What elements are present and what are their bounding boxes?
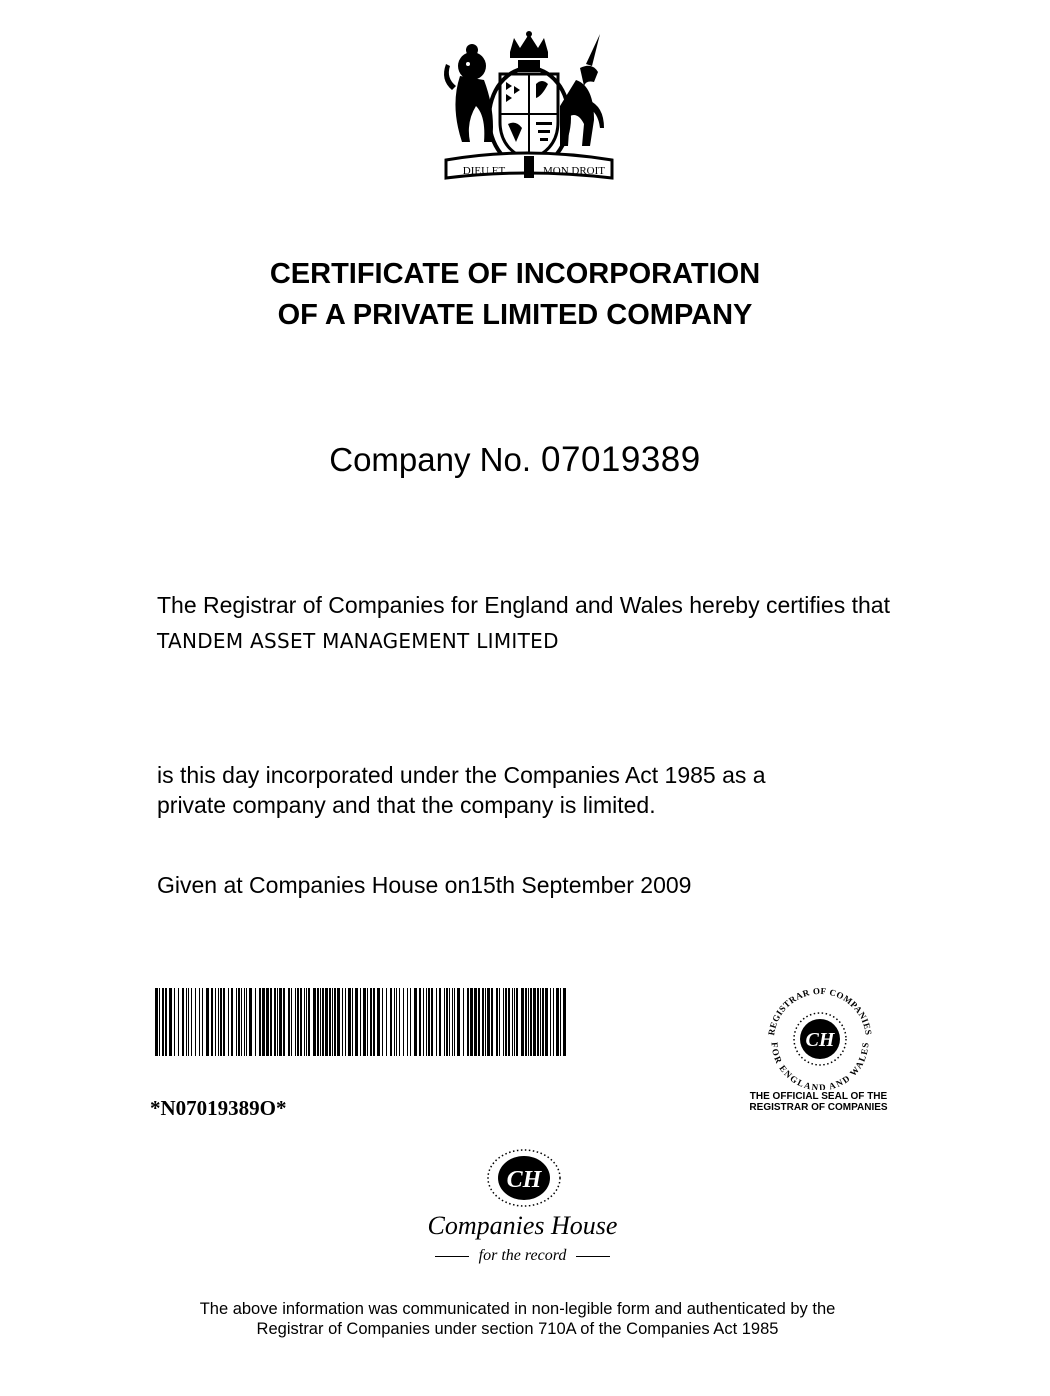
footer-line1: The above information was communicated in non-legible form and authenticated by the <box>199 1300 836 1318</box>
footer-line2: Registrar of Companies under section 710A of the Companies Act 1985 <box>256 1320 779 1338</box>
seal-caption-line2: REGISTRAR OF COMPANIES <box>749 1102 888 1113</box>
motto-left: DIEU ET <box>462 165 506 177</box>
footer-note <box>0 1299 1035 1339</box>
seal-caption-line1: THE OFFICIAL SEAL OF THE <box>749 1091 888 1102</box>
company-name: TANDEM ASSET MANAGEMENT LIMITED <box>157 629 559 653</box>
incorporation-line2: private company and that the company is limited. <box>157 792 656 818</box>
royal-coat-of-arms <box>438 30 620 188</box>
incorporation-line1: is this day incorporated under the Companies Act 1985 as a <box>157 762 766 788</box>
official-seal <box>760 982 880 1090</box>
companies-house-tagline-row <box>0 1247 1045 1265</box>
seal-caption <box>731 1091 906 1113</box>
barcode-text: *N07019389O* <box>150 1096 287 1120</box>
registrar-certifies-text: The Registrar of Companies for England and Wales hereby certifies that <box>157 592 890 618</box>
seal-ring-bottom: FOR ENGLAND AND WALES <box>769 1041 871 1090</box>
certificate-title-line2: OF A PRIVATE LIMITED COMPANY <box>277 299 753 331</box>
company-number-block <box>0 440 1030 480</box>
barcode <box>155 988 569 1056</box>
tagline-dash-left <box>435 1256 469 1257</box>
given-at-date: Given at Companies House on15th September 2009 <box>157 872 692 898</box>
companies-house-tagline: for the record <box>478 1247 567 1264</box>
svg-text:CH: CH <box>506 1167 542 1193</box>
seal-ring-top: REGISTRAR OF COMPANIES <box>766 985 874 1037</box>
company-number-value: 07019389 <box>541 440 701 479</box>
certificate-title-line1: CERTIFICATE OF INCORPORATION <box>269 258 761 290</box>
tagline-dash-right <box>576 1256 610 1257</box>
companies-house-name: Companies House <box>427 1211 618 1240</box>
motto-right: MON DROIT <box>542 165 606 177</box>
companies-house-logo <box>484 1147 564 1209</box>
company-number-label: Company No. <box>329 441 532 478</box>
seal-monogram: CH <box>805 1029 835 1051</box>
